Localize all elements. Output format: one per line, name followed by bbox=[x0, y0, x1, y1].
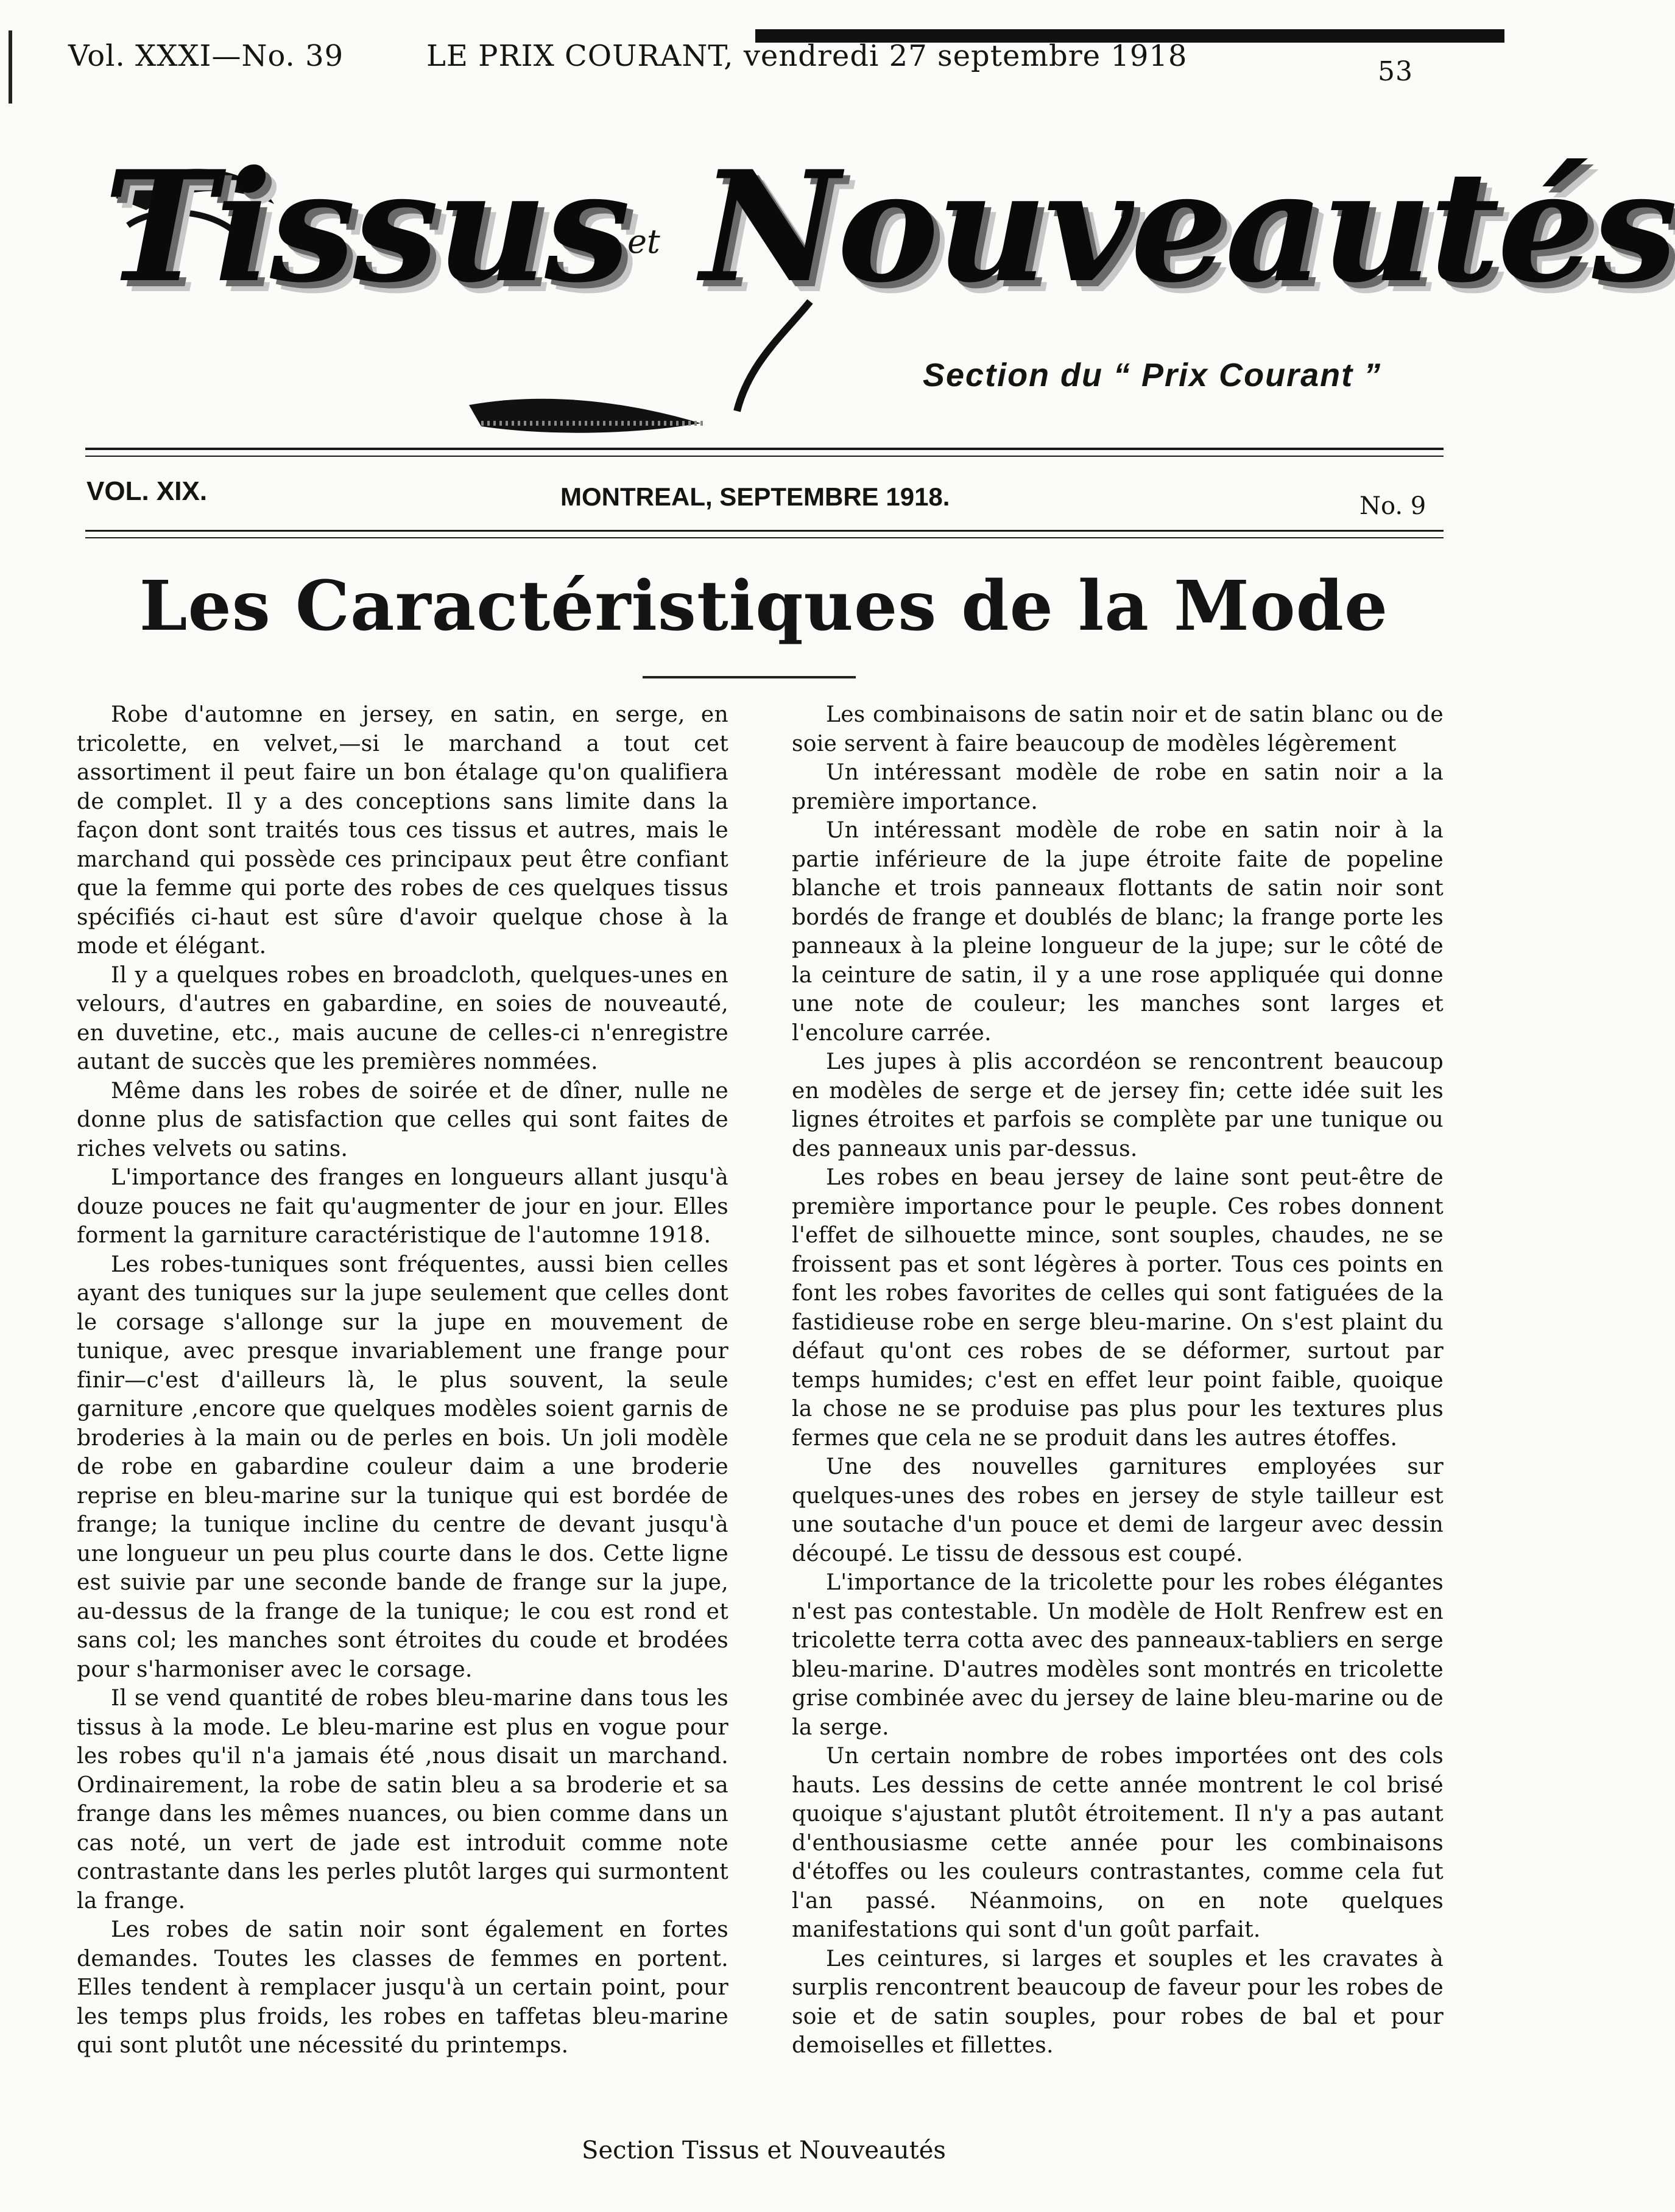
article-title: Les Caractéristiques de la Mode bbox=[139, 566, 1389, 646]
masthead-title-tissus: Tissus bbox=[104, 137, 629, 316]
issue-volume: VOL. XIX. bbox=[86, 476, 208, 506]
issue-number: No. 9 bbox=[1359, 492, 1426, 520]
running-head-publication: LE PRIX COURANT, vendredi 27 septembre 1918 bbox=[426, 39, 1188, 73]
masthead-connector: et bbox=[627, 222, 660, 261]
title-underline bbox=[643, 676, 856, 678]
left-edge-mark bbox=[9, 30, 12, 104]
paragraph: Les robes de satin noir sont également en fortes demandes. Toutes les classes de femmes en portent. Elles tendent à remplacer jusqu'à un certain point, pour les temps plus froids, les robes en taffetas bleu-marine qui sont plutôt une nécessité du printemps. bbox=[77, 1917, 728, 2058]
paragraph: Un certain nombre de robes importées ont des cols hauts. Les dessins de cette année montrent le col brisé quoique s'ajustant plutôt étroitement. Il n'y a pas autant d'enthousiasme cette année pour les combinaisons d'étoffes ou les couleurs contrastantes, comme cela fut l'an passé. Néanmoins, on en note quelques manifestations qui sont d'un goût parfait. bbox=[792, 1744, 1444, 1942]
issue-place-date: MONTREAL, SEPTEMBRE 1918. bbox=[560, 482, 950, 511]
paragraph: Les jupes à plis accordéon se rencontrent beaucoup en modèles de serge et de jersey fin; cette idée suit les lignes étroites et parfois se complète par une tunique ou des panneaux unis par-dessus. bbox=[792, 1049, 1444, 1161]
paragraph: Robe d'automne en jersey, en satin, en serge, en tricolette, en velvet,—si le marchand a tout cet assortiment il peut faire un bon étalage qu'on qualifiera de complet. Il y a des conceptions sans limite dans la façon dont sont traités tous ces tissus et autres, mais le marchand qui possède ces principaux peut être confiant que la femme qui porte des robes de ces quelques tissus spécifiés ci-haut est sûre d'avoir quelque chose à la mode et élégant. bbox=[77, 702, 728, 959]
paragraph: Les combinaisons de satin noir et de satin blanc ou de soie servent à faire beaucoup de modèles légèrement bbox=[792, 702, 1444, 756]
page-number: 53 bbox=[1378, 56, 1413, 87]
paragraph: Il y a quelques robes en broadcloth, quelques-unes en velours, d'autres en gabardine, en soies de nouveauté, en duvetine, etc., mais aucune de celles-ci n'enregistre autant de succès que les premières nommées. bbox=[77, 962, 728, 1074]
paragraph: Même dans les robes de soirée et de dîner, nulle ne donne plus de satisfaction que celles qui sont faites de riches velvets ou satins. bbox=[77, 1078, 728, 1161]
paragraph: Les robes en beau jersey de laine sont peut-être de première importance pour le peuple. Ces robes donnent l'effet de silhouette mince, sont souples, chaudes, ne se froissent pas et sont légères à porter. Tous ces points en font les robes favorites de celles qui sont fatiguées de la fastidieuse robe en serge bleu-marine. On s'est plaint du défaut qu'ont ces robes de se déformer, surtout par temps humides; c'est en effet leur point faible, quoique la chose ne se produise pas plus pour les textures plus fermes que cela ne se produit dans les autres étoffes. bbox=[792, 1165, 1444, 1451]
article-right-column bbox=[792, 700, 1444, 2060]
rule-bottom-2 bbox=[85, 537, 1444, 538]
paragraph: Les ceintures, si larges et souples et les cravates à surplis rencontrent beaucoup de faveur pour les robes de soie et de satin souples, pour robes de bal et pour demoiselles et fillettes. bbox=[792, 1946, 1444, 2058]
article-left-column bbox=[77, 700, 728, 2060]
rule-top-1 bbox=[85, 448, 1444, 450]
rule-top-2 bbox=[85, 456, 1444, 457]
paragraph: Une des nouvelles garnitures employées sur quelques-unes des robes en jersey de style tailleur est une soutache d'un pouce et demi de largeur avec dessin découpé. Le tissu de dessous est coupé. bbox=[792, 1454, 1444, 1566]
rule-bottom-1 bbox=[85, 530, 1444, 532]
paragraph: L'importance des franges en longueurs allant jusqu'à douze pouces ne fait qu'augmenter de jour en jour. Elles forment la garniture caractéristique de l'automne 1918. bbox=[77, 1165, 728, 1248]
masthead bbox=[91, 119, 1675, 460]
page-footer: Section Tissus et Nouveautés bbox=[582, 2136, 946, 2164]
masthead-subtitle: Section du “ Prix Courant ” bbox=[923, 357, 1382, 393]
masthead-title-nouveautes: Nouveautés bbox=[700, 137, 1675, 316]
paragraph: L'importance de la tricolette pour les robes élégantes n'est pas contestable. Un modèle de Holt Renfrew est en tricolette terra cotta avec des panneaux-tabliers en serge bleu-marine. D'autres modèles sont montrés en tricolette grise combinée avec du jersey de laine bleu-marine ou de la serge. bbox=[792, 1570, 1444, 1740]
running-head-volume: Vol. XXXI—No. 39 bbox=[68, 39, 344, 73]
paragraph: Il se vend quantité de robes bleu-marine dans tous les tissus à la mode. Le bleu-marine est plus en vogue pour les robes qu'il n'a jamais été ,nous disait un marchand. Ordinairement, la robe de satin bleu a sa broderie et sa frange dans les mêmes nuances, ou bien comme dans un cas noté, un vert de jade est introduit comme note contrastante dans les perles plutôt larges qui surmontent la frange. bbox=[77, 1686, 728, 1914]
paragraph: Un intéressant modèle de robe en satin noir a la première importance. bbox=[792, 760, 1444, 814]
paragraph: Un intéressant modèle de robe en satin noir à la partie inférieure de la jupe étroite faite de popeline blanche et trois panneaux flottants de satin noir sont bordés de frange et doublés de blanc; la frange porte les panneaux à la pleine longueur de la jupe; sur le côté de la ceinture de satin, il y a une rose appliquée qui donne une note de couleur; les manches sont larges et l'encolure carrée. bbox=[792, 818, 1444, 1046]
paragraph: Les robes-tuniques sont fréquentes, aussi bien celles ayant des tuniques sur la jupe seulement que celles dont le corsage s'allonge sur la jupe en mouvement de tunique, avec presque invariablement une frange pour finir—c'est d'ailleurs là, le plus souvent, la seule garniture ,encore que quelques modèles soient garnis de broderies à la main ou de perles en bois. Un joli modèle de robe en gabardine couleur daim a une broderie reprise en bleu-marine sur la tunique qui est bordée de frange; la tunique incline du centre de devant jusqu'à une longueur un peu plus courte dans le dos. Cette ligne est suivie par une seconde bande de frange sur la jupe, au-dessus de la frange de la tunique; le cou est rond et sans col; les manches sont étroites du coude et brodées pour s'harmoniser avec le corsage. bbox=[77, 1252, 728, 1682]
